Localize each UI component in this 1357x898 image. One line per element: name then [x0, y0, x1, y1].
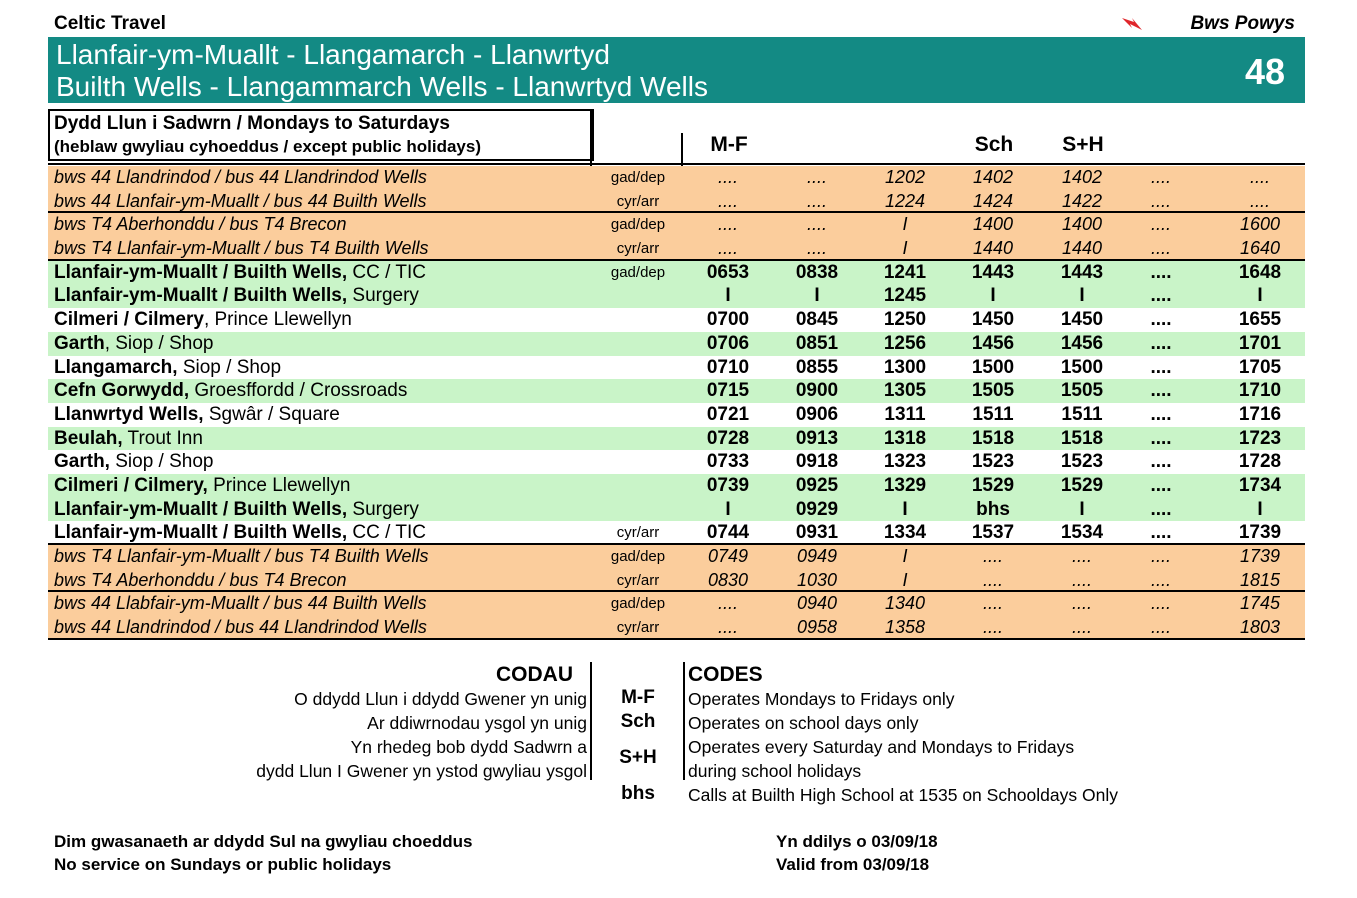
timetable-row [48, 569, 1305, 593]
dep-arr-label: cyr/arr [616, 571, 660, 589]
time-cell: 1600 [1239, 214, 1281, 235]
time-cell: 1323 [883, 451, 927, 473]
time-cell: 1728 [1238, 451, 1282, 473]
time-cell: .... [1150, 474, 1172, 496]
time-cell: 1424 [972, 190, 1014, 211]
time-cell: 0739 [706, 474, 750, 496]
time-cell: 1518 [971, 427, 1015, 449]
stop-name-detail: , Prince Llewellyn [203, 309, 352, 331]
time-cell: 1440 [1061, 238, 1103, 259]
column-header-sch: Sch [974, 133, 1014, 156]
valid-from-english: Valid from 03/09/18 [776, 855, 930, 874]
timetable-row [48, 545, 1305, 569]
time-cell: 0715 [706, 380, 750, 402]
time-cell: 1334 [883, 522, 927, 544]
operator-name: Celtic Travel [54, 13, 166, 34]
time-cell: 1245 [883, 285, 927, 307]
time-cell: 0929 [795, 498, 839, 520]
valid-from-welsh: Yn ddilys o 03/09/18 [776, 832, 938, 851]
time-cell: 1443 [1060, 261, 1104, 283]
time-cell: I [1079, 498, 1085, 520]
time-cell: 1815 [1239, 569, 1281, 590]
operating-days-box [48, 109, 594, 161]
code-mf-welsh: O ddydd Llun i ddydd Gwener yn unig [294, 689, 587, 709]
time-cell: 0931 [795, 522, 839, 544]
dep-arr-label: cyr/arr [616, 240, 660, 258]
timetable-row [48, 616, 1305, 640]
time-cell: 1500 [1060, 356, 1104, 378]
stop-name [54, 357, 281, 379]
dep-arr-label: gad/dep [610, 595, 666, 613]
time-cell: .... [1150, 190, 1171, 211]
stop-name-bold: Garth, [54, 451, 110, 473]
stop-name-detail: Siop / Shop [177, 356, 282, 378]
time-cell: 1400 [972, 214, 1014, 235]
stop-name [54, 309, 352, 331]
time-cell: .... [1150, 261, 1172, 283]
dep-arr-label: gad/dep [610, 169, 666, 186]
time-cell: .... [806, 238, 827, 259]
time-cell: .... [1150, 522, 1172, 544]
time-cell: 1803 [1239, 617, 1281, 638]
time-cell: 1358 [884, 617, 926, 638]
dep-arr-label: gad/dep [610, 263, 666, 281]
time-cell: 1402 [972, 167, 1014, 187]
time-cell: 1505 [1060, 380, 1104, 402]
stop-name-detail: bws T4 Aberhonddu / bus T4 Brecon [54, 569, 347, 590]
stop-name [54, 214, 347, 235]
time-cell: I [902, 546, 908, 566]
time-cell: 0728 [706, 427, 750, 449]
time-cell: 1739 [1238, 522, 1282, 544]
timetable-row [48, 403, 1305, 427]
timetable-row [48, 284, 1305, 308]
holiday-exception: (heblaw gwyliau cyhoeddus / except public holidays) [54, 137, 481, 156]
time-cell: .... [1150, 309, 1172, 331]
time-cell: 0700 [706, 309, 750, 331]
time-cell: 1450 [971, 309, 1015, 331]
stop-name-bold: Llangamarch, [54, 356, 178, 378]
dep-arr-label: cyr/arr [616, 524, 660, 542]
code-sch: Sch [620, 711, 656, 732]
stop-name-detail: CC / TIC [347, 261, 426, 283]
stop-name-bold: Cilmeri / Cilmery [54, 309, 204, 331]
time-cell: I [902, 498, 908, 520]
time-cell: 0830 [707, 569, 749, 590]
dep-arr-label: cyr/arr [616, 192, 660, 210]
timetable-row [48, 261, 1305, 285]
time-cell: .... [717, 617, 738, 638]
time-cell: 1202 [884, 167, 926, 187]
stop-name [54, 617, 427, 638]
stop-name [54, 570, 347, 591]
time-cell: .... [717, 167, 738, 187]
time-cell: .... [1150, 238, 1171, 259]
code-sh-welsh-cont: dydd Llun I Gwener yn ystod gwyliau ysgol [256, 761, 587, 781]
time-cell: 1534 [1060, 522, 1104, 544]
time-cell: I [902, 214, 908, 235]
stop-name [54, 333, 213, 355]
time-cell: .... [717, 214, 738, 235]
time-cell: .... [806, 190, 827, 211]
stop-name [54, 262, 426, 284]
code-sch-welsh: Ar ddiwrnodau ysgol yn unig [367, 713, 587, 733]
timetable-row [48, 450, 1305, 474]
timetable-row [48, 237, 1305, 261]
dep-arr-label: gad/dep [610, 216, 666, 234]
stop-name [54, 522, 426, 544]
time-cell: 1305 [883, 380, 927, 402]
stop-name [54, 380, 407, 402]
code-mf: M-F [621, 687, 655, 708]
time-cell: .... [1249, 167, 1270, 187]
stop-name [54, 451, 213, 473]
time-cell: .... [1150, 617, 1171, 638]
column-header-mf: M-F [710, 133, 748, 156]
code-sh: S+H [619, 747, 657, 768]
time-cell: I [725, 285, 731, 307]
stop-name [54, 593, 427, 614]
timetable-row [48, 166, 1305, 190]
stop-name [54, 428, 203, 450]
time-cell: .... [1150, 356, 1172, 378]
time-cell: 1400 [1061, 214, 1103, 235]
time-cell: 0653 [706, 261, 750, 283]
stop-name-detail: Groesffordd / Crossroads [189, 380, 408, 402]
time-cell: 1443 [971, 261, 1015, 283]
time-cell: .... [1150, 546, 1171, 566]
time-cell: 1300 [883, 356, 927, 378]
time-cell: .... [806, 214, 827, 235]
time-cell: .... [717, 593, 738, 614]
codes-divider [590, 662, 592, 780]
time-cell: 1745 [1239, 593, 1281, 614]
timetable-row [48, 379, 1305, 403]
time-cell: .... [1150, 380, 1172, 402]
time-cell: 0918 [795, 451, 839, 473]
stop-name-bold: Llanfair-ym-Muallt / Builth Wells, [54, 285, 348, 307]
timetable-row [48, 308, 1305, 332]
time-cell: I [814, 285, 820, 307]
stop-name-detail: , Siop / Shop [104, 332, 214, 354]
time-cell: bhs [976, 498, 1010, 520]
stop-name-bold: Beulah, [54, 427, 123, 449]
timetable-row [48, 356, 1305, 380]
column-header-sh: S+H [1062, 133, 1104, 156]
red-arrow-logo-icon [1120, 14, 1144, 34]
stop-name [54, 238, 428, 259]
route-banner [48, 37, 1305, 103]
time-cell: 1529 [971, 474, 1015, 496]
time-cell: 1505 [971, 380, 1015, 402]
operating-days: Dydd Llun i Sadwrn / Mondays to Saturdays [54, 113, 450, 134]
time-cell: 1648 [1238, 261, 1282, 283]
stop-name-bold: Llanfair-ym-Muallt / Builth Wells, [54, 498, 348, 520]
time-cell: 1518 [1060, 427, 1104, 449]
code-sh-english: Operates every Saturday and Mondays to Fridays [688, 737, 1075, 757]
time-cell: .... [982, 593, 1003, 614]
timetable-row [48, 592, 1305, 616]
stop-name-bold: Llanwrtyd Wells, [54, 403, 204, 425]
timetable-row [48, 190, 1305, 214]
time-cell: 0855 [795, 356, 839, 378]
time-cell: 1241 [883, 261, 927, 283]
time-cell: I [902, 569, 908, 590]
time-cell: I [1079, 285, 1085, 307]
stop-name [54, 475, 350, 497]
time-cell: .... [1071, 546, 1092, 566]
code-bhs-english: Calls at Builth High School at 1535 on Schooldays Only [688, 785, 1118, 805]
time-cell: .... [982, 617, 1003, 638]
time-cell: 1456 [1060, 332, 1104, 354]
brand-name: Bws Powys [1190, 13, 1295, 34]
time-cell: I [1257, 498, 1263, 520]
time-cell: .... [717, 238, 738, 259]
time-cell: 0838 [795, 261, 839, 283]
stop-name [54, 167, 427, 188]
route-title-english: Builth Wells - Llangammarch Wells - Llanwrtyd Wells [56, 71, 708, 102]
no-service-welsh: Dim gwasanaeth ar ddydd Sul na gwyliau choeddus [54, 832, 473, 851]
stop-name [54, 285, 419, 307]
time-cell: 1523 [1060, 451, 1104, 473]
time-cell: .... [1150, 427, 1172, 449]
stop-name [54, 404, 340, 426]
time-cell: 0906 [795, 403, 839, 425]
time-cell: .... [1249, 190, 1270, 211]
codes-divider [683, 662, 685, 780]
time-cell: 1511 [1061, 403, 1103, 425]
stop-name-detail: bws 44 Llanfair-ym-Muallt / bus 44 Builth Wells [54, 190, 427, 211]
stop-name-detail: bws T4 Llanfair-ym-Muallt / bus T4 Builth Wells [54, 238, 429, 259]
time-cell: 0958 [796, 617, 838, 638]
time-cell: 1450 [1060, 309, 1104, 331]
time-cell: 1318 [883, 427, 927, 449]
code-sh-english-cont: during school holidays [688, 761, 862, 781]
time-cell: .... [1150, 285, 1172, 307]
time-cell: 1340 [884, 593, 926, 614]
time-cell: .... [1150, 569, 1171, 590]
time-cell: .... [1150, 403, 1172, 425]
time-cell: .... [1150, 332, 1172, 354]
route-title-welsh: Llanfair-ym-Muallt - Llangamarch - Llanwrtyd [56, 39, 610, 70]
time-cell: 1329 [883, 474, 927, 496]
time-cell: .... [982, 569, 1003, 590]
time-cell: 0733 [706, 451, 750, 473]
time-cell: I [902, 238, 908, 259]
stop-name-detail: bws T4 Aberhonddu / bus T4 Brecon [54, 214, 347, 235]
time-cell: 1256 [883, 332, 927, 354]
time-cell: 0949 [796, 546, 838, 566]
time-cell: .... [1150, 498, 1172, 520]
time-cell: 1655 [1238, 309, 1282, 331]
time-cell: 1422 [1061, 190, 1103, 211]
code-mf-english: Operates Mondays to Fridays only [688, 689, 955, 709]
time-cell: 1311 [884, 403, 926, 425]
stop-name-detail: Trout Inn [122, 427, 203, 449]
time-cell: 1030 [796, 569, 838, 590]
timetable-row [48, 427, 1305, 451]
time-cell: I [1257, 285, 1263, 307]
time-cell: 0900 [795, 380, 839, 402]
time-cell: 1250 [883, 309, 927, 331]
stop-name-bold: Garth [54, 332, 105, 354]
code-sch-english: Operates on school days only [688, 713, 919, 733]
timetable-row [48, 498, 1305, 522]
time-cell: 1500 [971, 356, 1015, 378]
time-cell: 1511 [972, 403, 1014, 425]
time-cell: 1723 [1238, 427, 1282, 449]
timetable-row [48, 332, 1305, 356]
time-cell: 1537 [971, 522, 1015, 544]
stop-name [54, 499, 419, 521]
time-cell: .... [982, 546, 1003, 566]
stop-name-detail: bws T4 Llanfair-ym-Muallt / bus T4 Builth Wells [54, 546, 429, 566]
time-cell: 1523 [971, 451, 1015, 473]
stop-name-detail: Surgery [347, 285, 419, 307]
time-cell: 1640 [1239, 238, 1281, 259]
time-cell: .... [717, 190, 738, 211]
stop-name-detail: Siop / Shop [109, 451, 214, 473]
time-cell: 1224 [884, 190, 926, 211]
time-cell: 1701 [1238, 332, 1282, 354]
dep-arr-label: cyr/arr [616, 619, 660, 637]
stop-name-bold: Llanfair-ym-Muallt / Builth Wells, [54, 522, 348, 544]
time-cell: 1734 [1238, 474, 1282, 496]
stop-name-detail: bws 44 Llabfair-ym-Muallt / bus 44 Builth Wells [54, 593, 427, 614]
stop-name-detail: Sgwâr / Square [203, 403, 340, 425]
time-cell: 1710 [1238, 380, 1282, 402]
time-cell: 1716 [1238, 403, 1282, 425]
time-cell: 0925 [795, 474, 839, 496]
time-cell: I [725, 498, 731, 520]
codes-title-english: CODES [688, 663, 763, 686]
stop-name-detail: Prince Llewellyn [207, 474, 351, 496]
time-cell: .... [1150, 593, 1171, 614]
stop-name-bold: Cilmeri / Cilmery, [54, 474, 208, 496]
code-sh-welsh: Yn rhedeg bob dydd Sadwrn a [350, 737, 587, 757]
time-cell: 1456 [971, 332, 1015, 354]
time-cell: .... [1150, 167, 1171, 187]
time-cell: .... [1150, 214, 1171, 235]
timetable-row [48, 213, 1305, 237]
codes-title-welsh: CODAU [496, 663, 573, 686]
time-cell: 0721 [706, 403, 750, 425]
time-cell: 1529 [1060, 474, 1104, 496]
time-cell: 0744 [706, 522, 750, 544]
time-cell: 1440 [972, 238, 1014, 259]
stop-name-detail: CC / TIC [347, 522, 426, 544]
time-cell: 0851 [795, 332, 839, 354]
time-cell: 1705 [1238, 356, 1282, 378]
no-service-english: No service on Sundays or public holidays [54, 855, 392, 874]
time-cell: 0749 [707, 546, 749, 566]
time-cell: 0940 [796, 593, 838, 614]
stop-name-detail: bws 44 Llandrindod / bus 44 Llandrindod Wells [54, 167, 427, 187]
dep-arr-label: gad/dep [610, 548, 666, 565]
stop-name [54, 191, 427, 212]
timetable-row [48, 474, 1305, 498]
time-cell: .... [806, 167, 827, 187]
header-rule [48, 163, 1305, 165]
time-cell: .... [1071, 617, 1092, 638]
stop-name-bold: Cefn Gorwydd, [54, 380, 190, 402]
time-cell: 0710 [706, 356, 750, 378]
timetable-row [48, 521, 1305, 545]
time-cell: .... [1071, 593, 1092, 614]
stop-name [54, 546, 428, 567]
route-number: 48 [1244, 51, 1285, 92]
time-cell: I [990, 285, 996, 307]
time-cell: 0845 [795, 309, 839, 331]
time-cell: 1739 [1239, 546, 1281, 566]
stop-name-detail: bws 44 Llandrindod / bus 44 Llandrindod Wells [54, 617, 427, 638]
timetable [48, 166, 1305, 640]
time-cell: 1402 [1061, 167, 1103, 187]
time-cell: 0913 [795, 427, 839, 449]
stop-name-bold: Llanfair-ym-Muallt / Builth Wells, [54, 261, 348, 283]
time-cell: 0706 [706, 332, 750, 354]
code-bhs: bhs [621, 783, 655, 804]
time-cell: .... [1150, 451, 1172, 473]
stop-name-detail: Surgery [347, 498, 419, 520]
time-cell: .... [1071, 569, 1092, 590]
